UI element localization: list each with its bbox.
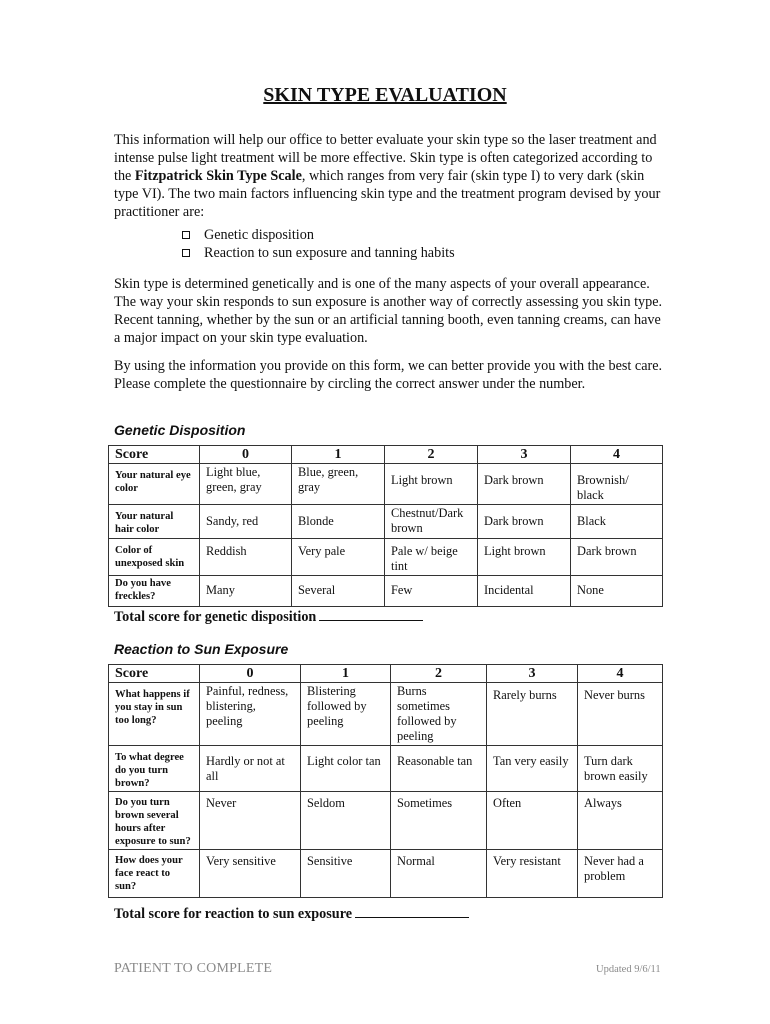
question-cell: Do you turn brown several hours after exposure to sun? bbox=[109, 792, 200, 850]
answer-option[interactable]: Light blue, green, gray bbox=[200, 464, 292, 505]
instructions-paragraph: By using the information you provide on this form, we can better provide you with the best care. Please complete the questionnaire by circling the correct answer under the number. bbox=[114, 358, 663, 392]
answer-option[interactable]: Reddish bbox=[200, 539, 292, 576]
answer-option[interactable]: Painful, redness, blistering, peeling bbox=[200, 683, 301, 746]
table-row bbox=[109, 464, 663, 505]
answer-option[interactable]: Light brown bbox=[385, 464, 478, 505]
sun-total-field[interactable] bbox=[355, 905, 469, 918]
question-cell: How does your face react to sun? bbox=[109, 850, 200, 898]
sun-exposure-table bbox=[108, 664, 663, 898]
answer-option[interactable]: Sensitive bbox=[301, 850, 391, 898]
answer-option[interactable]: Black bbox=[571, 505, 663, 539]
sun-total-label: Total score for reaction to sun exposure bbox=[114, 906, 353, 922]
answer-option[interactable]: Never had a problem bbox=[578, 850, 663, 898]
answer-option[interactable]: Pale w/ beige tint bbox=[385, 539, 478, 576]
answer-option[interactable]: Light color tan bbox=[301, 746, 391, 792]
intro-text-end: , which ranges from very fair (skin type I) to very dark (skin type VI). The two main factors influencing skin type and the treatment program devised by your practitioner are: bbox=[114, 168, 661, 220]
answer-option[interactable]: Dark brown bbox=[478, 505, 571, 539]
answer-option[interactable]: Blonde bbox=[292, 505, 385, 539]
answer-option[interactable]: Chestnut/Dark brown bbox=[385, 505, 478, 539]
list-item bbox=[182, 226, 455, 244]
intro-paragraph bbox=[114, 131, 669, 221]
table-header-row bbox=[109, 446, 663, 464]
skin-type-paragraph: Skin type is determined genetically and is one of the many aspects of your overall appearance. The way your skin responds to sun exposure is another way of correctly assessing you skin type. Recent tanning, whether by the sun or an artificial tanning booth, even tanning creams, can have a major impact on your skin type evaluation. bbox=[114, 276, 663, 346]
answer-option[interactable]: Often bbox=[487, 792, 578, 850]
score-column-2: 2 bbox=[385, 446, 478, 464]
answer-option[interactable]: None bbox=[571, 576, 663, 607]
score-header: Score bbox=[109, 665, 200, 683]
fitzpatrick-scale-term: Fitzpatrick Skin Type Scale bbox=[134, 168, 302, 184]
answer-option[interactable]: Brownish/ black bbox=[571, 464, 663, 505]
answer-option[interactable]: Hardly or not at all bbox=[200, 746, 301, 792]
answer-option[interactable]: Very resistant bbox=[487, 850, 578, 898]
answer-option[interactable]: Few bbox=[385, 576, 478, 607]
answer-option[interactable]: Always bbox=[578, 792, 663, 850]
genetic-total-field[interactable] bbox=[319, 608, 423, 621]
answer-option[interactable]: Sandy, red bbox=[200, 505, 292, 539]
score-column-4: 4 bbox=[578, 665, 663, 683]
answer-option[interactable]: Dark brown bbox=[478, 464, 571, 505]
score-column-0: 0 bbox=[200, 446, 292, 464]
answer-option[interactable]: Normal bbox=[391, 850, 487, 898]
table-row bbox=[109, 505, 663, 539]
table-row bbox=[109, 576, 663, 607]
answer-option[interactable]: Many bbox=[200, 576, 292, 607]
genetic-section-heading: Genetic Disposition bbox=[114, 422, 246, 438]
table-row bbox=[109, 539, 663, 576]
answer-option[interactable]: Very pale bbox=[292, 539, 385, 576]
answer-option[interactable]: Tan very easily bbox=[487, 746, 578, 792]
score-column-3: 3 bbox=[478, 446, 571, 464]
intro-text-start: This information will help our office to better evaluate your skin type so the laser treatment and intense pulse light treatment will be more effective. Skin type is often categorized according to the bbox=[114, 132, 657, 184]
answer-option[interactable]: Several bbox=[292, 576, 385, 607]
factor-list bbox=[182, 226, 455, 262]
score-header: Score bbox=[109, 446, 200, 464]
footer-updated-date: Updated 9/6/11 bbox=[596, 964, 661, 975]
score-column-1: 1 bbox=[301, 665, 391, 683]
answer-option[interactable]: Burns sometimes followed by peeling bbox=[391, 683, 487, 746]
genetic-total-line bbox=[114, 608, 423, 626]
answer-option[interactable]: Seldom bbox=[301, 792, 391, 850]
answer-option[interactable]: Never burns bbox=[578, 683, 663, 746]
answer-option[interactable]: Dark brown bbox=[571, 539, 663, 576]
answer-option[interactable]: Rarely burns bbox=[487, 683, 578, 746]
list-item-label: Reaction to sun exposure and tanning habits bbox=[204, 245, 455, 261]
table-row bbox=[109, 746, 663, 792]
page-title: SKIN TYPE EVALUATION bbox=[263, 84, 507, 106]
answer-option[interactable]: Incidental bbox=[478, 576, 571, 607]
footer-patient-note: PATIENT TO COMPLETE bbox=[114, 961, 273, 976]
checkbox-bullet-icon bbox=[182, 249, 190, 257]
answer-option[interactable]: Blistering followed by peeling bbox=[301, 683, 391, 746]
question-cell: To what degree do you turn brown? bbox=[109, 746, 200, 792]
answer-option[interactable]: Never bbox=[200, 792, 301, 850]
question-cell: What happens if you stay in sun too long? bbox=[109, 683, 200, 746]
table-row bbox=[109, 850, 663, 898]
question-cell: Do you have freckles? bbox=[109, 576, 200, 607]
question-cell: Your natural hair color bbox=[109, 505, 200, 539]
score-column-3: 3 bbox=[487, 665, 578, 683]
score-column-2: 2 bbox=[391, 665, 487, 683]
answer-option[interactable]: Sometimes bbox=[391, 792, 487, 850]
genetic-disposition-table bbox=[108, 445, 663, 607]
answer-option[interactable]: Very sensitive bbox=[200, 850, 301, 898]
answer-option[interactable]: Turn dark brown easily bbox=[578, 746, 663, 792]
sun-total-line bbox=[114, 905, 469, 923]
list-item bbox=[182, 244, 455, 262]
score-column-0: 0 bbox=[200, 665, 301, 683]
answer-option[interactable]: Light brown bbox=[478, 539, 571, 576]
sun-section-heading: Reaction to Sun Exposure bbox=[114, 641, 289, 657]
answer-option[interactable]: Blue, green, gray bbox=[292, 464, 385, 505]
table-row bbox=[109, 792, 663, 850]
answer-option[interactable]: Reasonable tan bbox=[391, 746, 487, 792]
question-cell: Color of unexposed skin bbox=[109, 539, 200, 576]
table-row bbox=[109, 683, 663, 746]
genetic-total-label: Total score for genetic disposition bbox=[114, 609, 317, 625]
list-item-label: Genetic disposition bbox=[204, 227, 314, 243]
question-cell: Your natural eye color bbox=[109, 464, 200, 505]
checkbox-bullet-icon bbox=[182, 231, 190, 239]
score-column-1: 1 bbox=[292, 446, 385, 464]
table-header-row bbox=[109, 665, 663, 683]
score-column-4: 4 bbox=[571, 446, 663, 464]
